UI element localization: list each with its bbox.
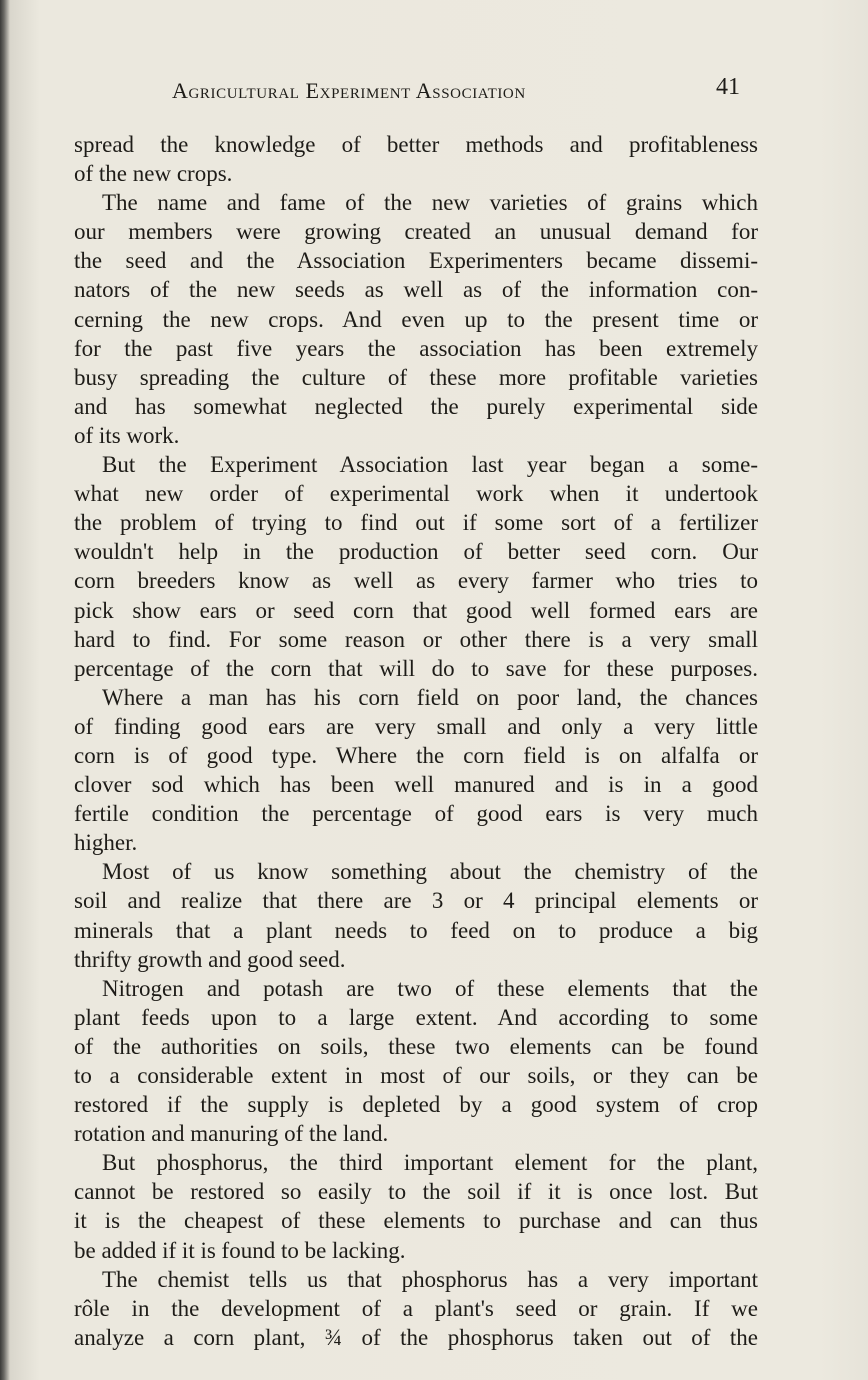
text-line: fertile condition the percentage of good ears is very much [74, 801, 758, 827]
text-line: analyze a corn plant, ¾ of the phosphorus taken out of the [74, 1324, 758, 1350]
text-line: plant feeds upon to a large extent. And according to some [74, 1004, 758, 1030]
text-line: corn is of good type. Where the corn field is on alfalfa or [74, 742, 758, 768]
text-line: what new order of experimental work when it undertook [74, 481, 758, 507]
running-header [0, 74, 868, 108]
text-line: clover sod which has been well manured and is in a good [74, 772, 758, 798]
text-line: restored if the supply is depleted by a good system of crop [74, 1092, 758, 1118]
text-line: busy spreading the culture of these more profitable varieties [74, 364, 758, 390]
text-line: of the authorities on soils, these two elements can be found [74, 1033, 758, 1059]
body-text [74, 130, 758, 1352]
text-line: Nitrogen and potash are two of these elements that the [102, 975, 758, 1001]
text-line: higher. [74, 830, 138, 856]
text-line: spread the knowledge of better methods and profitableness [74, 132, 758, 157]
text-line: our members were growing created an unusual demand for [74, 219, 758, 245]
text-line: rotation and manuring of the land. [74, 1121, 389, 1147]
text-line: pick show ears or seed corn that good well formed ears are [74, 597, 758, 623]
text-line: of its work. [74, 422, 180, 448]
text-line: The name and fame of the new varieties of grains which [102, 190, 758, 216]
text-line: wouldn't help in the production of better seed corn. Our [74, 539, 758, 565]
text-line: minerals that a plant needs to feed on to produce a big [74, 917, 758, 943]
text-line: thrifty growth and good seed. [74, 946, 346, 972]
text-line: Most of us know something about the chemistry of the [102, 859, 758, 885]
text-line: and has somewhat neglected the purely experimental side [74, 393, 758, 419]
text-line: nators of the new seeds as well as of the information con- [74, 277, 758, 303]
text-line: the problem of trying to find out if some sort of a fertilizer [74, 510, 758, 536]
text-line: of finding good ears are very small and only a very little [74, 713, 758, 739]
text-line: it is the cheapest of these elements to purchase and can thus [74, 1208, 758, 1234]
page-number: 41 [716, 74, 740, 100]
text-line: percentage of the corn that will do to save for these purposes. [74, 655, 758, 681]
text-line: cannot be restored so easily to the soil if it is once lost. But [74, 1179, 758, 1205]
text-line: corn breeders know as well as every farmer who tries to [74, 568, 758, 594]
text-line: hard to find. For some reason or other there is a very small [74, 626, 758, 652]
text-line: But phosphorus, the third important element for the plant, [102, 1150, 758, 1176]
running-title: Agricultural Experiment Association [172, 78, 526, 103]
text-line: of the new crops. [74, 161, 233, 187]
text-line: Where a man has his corn field on poor land, the chances [102, 684, 758, 710]
text-line: The chemist tells us that phosphorus has a very important [102, 1266, 758, 1292]
text-line: be added if it is found to be lacking. [74, 1237, 406, 1263]
text-line: the seed and the Association Experimenters became dissemi- [74, 248, 758, 274]
text-line: to a considerable extent in most of our soils, or they can be [74, 1063, 758, 1088]
text-line: cerning the new crops. And even up to the present time or [74, 306, 758, 332]
text-line: soil and realize that there are 3 or 4 principal elements or [74, 888, 758, 914]
text-line: rôle in the development of a plant's seed or grain. If we [74, 1295, 758, 1321]
text-line: for the past five years the association has been extremely [74, 335, 758, 361]
text-line: But the Experiment Association last year began a some- [102, 452, 758, 478]
